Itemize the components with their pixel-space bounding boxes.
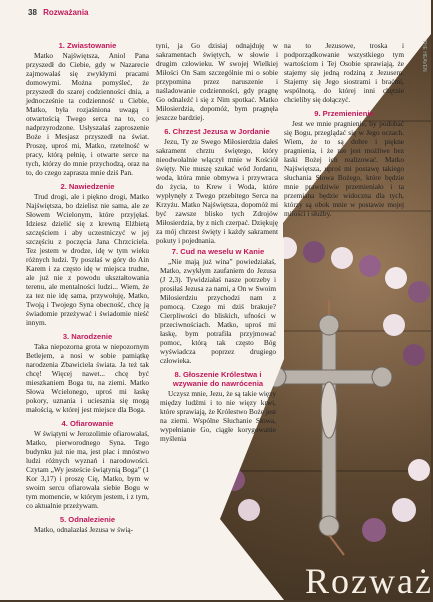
section-heading: 4. Ofiarowanie: [61, 419, 114, 428]
section-paragraph: Uczysz mnie, Jezu, że są takie więzy między ludźmi i to nie więzy krwi, które sprawiają, że Królestwo Boże jest na ziemi. Wspólne Słuchanie Słowa, wypełnianie Go, ciągłe korygowanie myślenia: [160, 389, 276, 443]
section-paragraph: Trud drogi, ale i piękno drogi, Matko Najświętsza, bo dzielisz nie sama, ale ze Słowem Wcielonym, które przyjęłaś. Idziesz dzielić się z krewną Elżbietą szczęściem i aby uczestniczyć w jej szczęściu z poczęcia Jana Chrzciciela. Tez jestem w drodze, idę w tym wieku różnych ludzi. Ty poszłaś w góry do Ain Karem i za często idę w miejsca trudne, ale już nie z powodu ukształtowania terenu, ale mentalności ludzi... Wiem, że za tez nie idę sama, przywołuję, Matko, Twoją i Twojego Syna obecność, chcę ją świadomie przeżywać i świadomie nieść innym.: [26, 192, 149, 327]
section-paragraph: Jest we mnie pragnienie, by podobać się Bogu, przeglądać się w Jego oczach. Wiem, że to są dobre i piękne pragnienia, i że nie jest możliwe bez łaski Bożej ich realizować. Matko Najświętsza, uproś mi postawę takiego słuchania Słowa Bożego, które będzie mnie prawdziwie przemieniało i ta przemiana będzie widoczna dla tych, którzy są obok mnie w postawie mojej miłości i służby.: [284, 119, 404, 218]
section-paragraph: „Nie mają już wina” powiedziałaś, Matko, zwykłym zaufaniem do Jezusa (J 2,3). Tywidziałaś nasze potrzeby i prosiłaś Jezusa za nami, a On w Swoim Miłosierdziu przychodzi nam z pomocą. Czego mi dziś brakuje? Cierpliwości do bliskich, ufności w przeciwnościach. Matko, uproś mi łaskę, bym potrafiła przyjmować pomoc, którą tak często Bóg wyświadcza poprzez drugiego człowieka.: [160, 257, 276, 365]
page-header: [28, 8, 88, 17]
section-paragraph: Matko Najświętsza, Aniol Pana przyszedł do Ciebie, gdy w Nazarecie zajmowałaś się zwykłymi pracami domowymi. Można pomyśleć, że przyszedł do szarej codzienności dnia, a jednocześnie ta codzienność u Ciebie, Matko, była rozjaśniona uwagą i otwartością Twego serca na to, co nadprzyrodzone. Usłyszałaś zaproszenie Boże i Mesjasz przyszedł na świat. Proszę, uproś mi, Matko, rzetelność w pracy, którą pełnię, i otwarte serce na tych, którzy do mnie przychodzą, oraz na to, do czego zaprasza mnie dziś Pan.: [26, 51, 149, 177]
page-number: 38: [28, 8, 37, 17]
section-paragraph: Taka niepozorna grota w niepozornym Betlejem, a nosi w sobie pamiątkę narodzenia Zbawiciela świata. Ja też tak chcę! Więcej nawet... chcę być mieszkaniem Boga tu, na ziemi. Matko Słowa Wcielonego, uproś mi łaskę pokory, uznania i uciesznia się mogą małością, w której jest miejsce dla Boga.: [26, 342, 149, 414]
text-column-3: [284, 41, 404, 231]
section-heading: 3. Narodzenie: [62, 332, 113, 341]
text-column-2: [156, 41, 278, 245]
section-heading: 1. Zwiastowanie: [58, 41, 117, 50]
text-column-1: [26, 41, 149, 597]
decorative-title: Rozważ: [305, 561, 433, 601]
section-paragraph: tyni, ja Go dzisiaj odnajduję w sakramentach świętych, w słowie i drugim człowieku. W swojej Wielkiej Miłości On Sam szczególnie mi o sobie przypomina przez naruszenie i naśladowanie codzienności, gdy pragnę Go odnaleźć i się z Nim spotkać. Matko Miłosierdzia, dopomóż, bym pragnęła jeszcze bardziej.: [156, 41, 278, 122]
section-heading: 9. Przemienienie: [314, 109, 374, 118]
crucifix: [266, 315, 392, 536]
text-column-2-lower: [160, 247, 276, 597]
section-heading: 6. Chrzest Jezusa w Jordanie: [164, 127, 270, 136]
section-title: Rozważania: [43, 8, 89, 17]
section-paragraph: Matko, odnalazłaś Jezusa w świą-: [34, 525, 134, 534]
section-heading: 7. Cud na weselu w Kanie: [171, 247, 265, 256]
section-paragraph: W świątyni w Jerozolimie ofiarowałaś, Matko, pierworodnego Syna. Tego budynku już nie ma, jest plac i mnóstwo ludzi różnych wyznań i narodowości. Czytam „Wy jesteście świątynią Boga” (1 Kor 3,17) i proszę Cię, Matko, bym w swoim sercu ofiarowała siebie Bogu w tym momencie, w którym jestem, i z tym, co aktualnie przeżywam.: [26, 429, 149, 510]
side-mark: THE HEAVEN: [421, 40, 427, 72]
section-heading: 5. Odnalezienie: [59, 515, 116, 524]
section-heading: 8. Głoszenie Królestwa i wzywanie do nawrócenia: [172, 370, 264, 388]
section-paragraph: na to Jezusowe, troska i podporządkowanie wszystkiego tym wartościom i Tej Osobie sprawiają, że stajemy się jedną rodziną z Jezusem. Stajemy się Jego siostrami i braćmi, wspólnotą, do której inni chętnie chcieliby się dołączyć.: [284, 41, 404, 104]
section-heading: 2. Nawiedzenie: [60, 182, 115, 191]
section-paragraph: Jezu, Ty ze Swego Miłosierdzia dałeś sakrament chrztu świętego, który nieodwołalnie włączył mnie w Kościół święty. Nie muszę szukać wód Jordanu, woda, która mnie obmywa i przywraca do życia, to Krew i Woda, które wypłynęły z Twego przebitego Serca na Krzyżu. Matko Najświętsza, dopomóż mi być zawsze blisko tych Zdrojów Miłosierdzia, by z nich czerpać. Dziękuję za mój chrzest święty i każdy sakrament pokuty i pojednania.: [156, 137, 278, 245]
